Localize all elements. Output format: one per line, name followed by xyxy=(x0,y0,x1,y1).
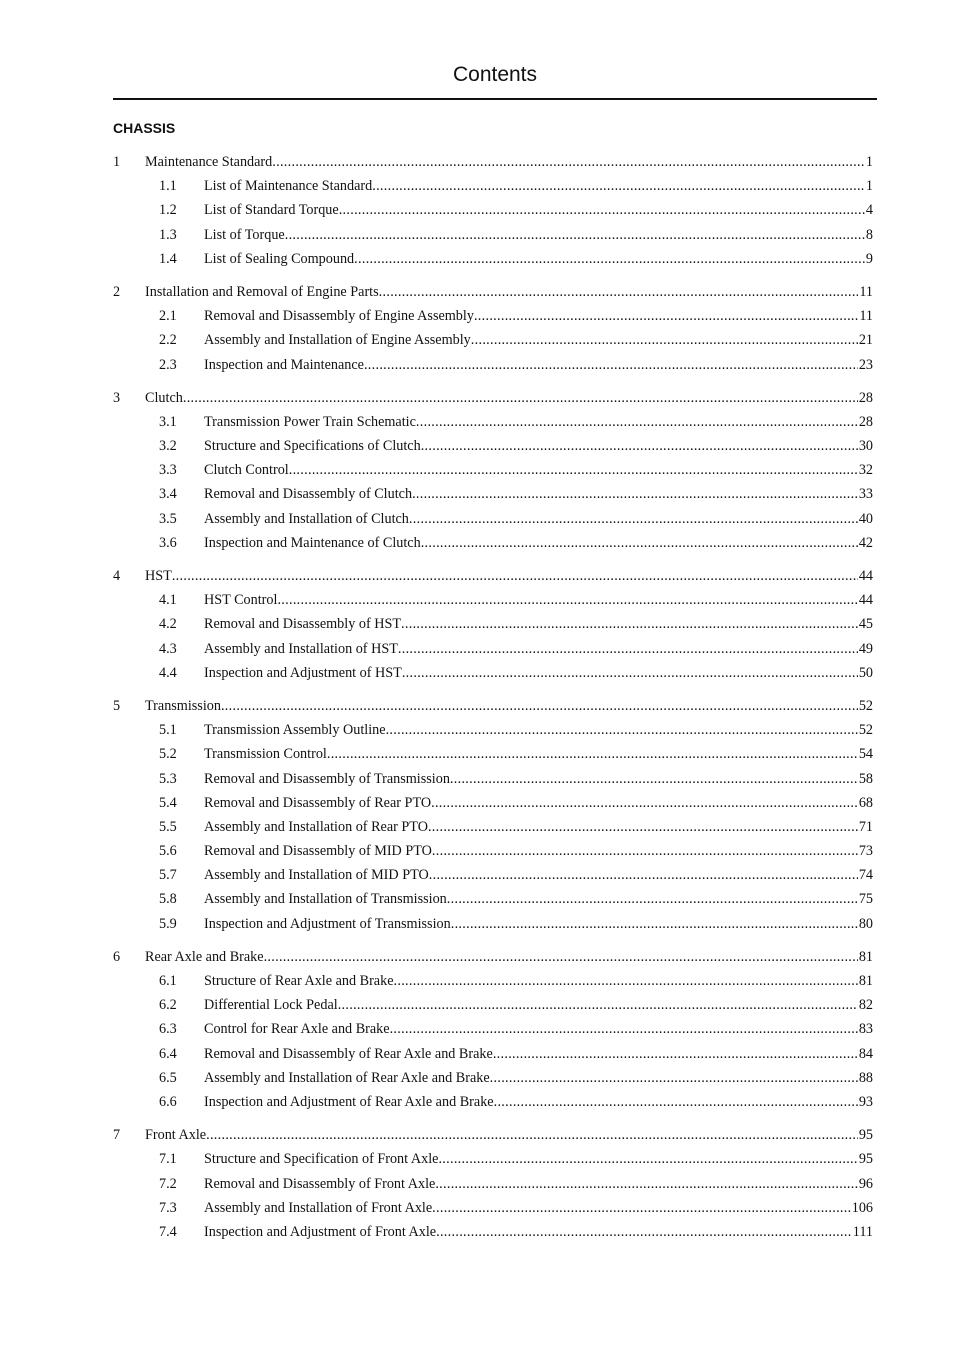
toc-chapter-group xyxy=(113,282,873,379)
dot-leader xyxy=(338,995,858,1015)
toc-entry-number: 1 xyxy=(113,154,121,170)
toc-page-number: 1 xyxy=(865,154,873,170)
dot-leader xyxy=(450,769,858,789)
dot-leader xyxy=(438,1149,857,1169)
toc-entry-title: Transmission xyxy=(145,697,221,714)
toc-entry-number: 5.6 xyxy=(159,843,177,860)
toc-subsection-entry[interactable] xyxy=(113,995,873,1019)
toc-chapter-entry[interactable] xyxy=(113,1125,873,1149)
toc-subsection-entry[interactable] xyxy=(113,249,873,273)
page-title: Contents xyxy=(452,63,538,86)
toc-subsection-entry[interactable] xyxy=(113,793,873,817)
toc-entry-title: Removal and Disassembly of Front Axle xyxy=(204,1175,436,1192)
dot-leader xyxy=(390,1019,858,1039)
dot-leader xyxy=(402,663,858,683)
toc-entry-number: 1.3 xyxy=(159,226,177,243)
dot-leader xyxy=(394,971,858,991)
toc-subsection-entry[interactable] xyxy=(113,1174,873,1198)
toc-subsection-entry[interactable] xyxy=(113,1198,873,1222)
toc-entry-title: Installation and Removal of Engine Parts xyxy=(145,283,379,300)
toc-chapter-group xyxy=(113,388,873,557)
toc-chapter-entry[interactable] xyxy=(113,566,873,590)
dot-leader xyxy=(379,282,859,302)
toc-entry-number: 3.3 xyxy=(159,462,177,479)
toc-subsection-entry[interactable] xyxy=(113,330,873,354)
toc-page-number: 71 xyxy=(858,818,873,835)
title-rule xyxy=(113,98,877,100)
toc-entry-number: 4.2 xyxy=(159,616,177,633)
toc-entry-number: 5.7 xyxy=(159,867,177,884)
toc-entry-number: 5.5 xyxy=(159,818,177,835)
toc-page-number: 74 xyxy=(858,867,873,884)
dot-leader xyxy=(339,200,865,220)
toc-page-number: 96 xyxy=(858,1175,873,1192)
toc-entry-number: 1.1 xyxy=(159,178,177,195)
dot-leader xyxy=(471,330,858,350)
table-of-contents xyxy=(113,152,873,1255)
toc-chapter-group xyxy=(113,1125,873,1246)
toc-chapter-entry[interactable] xyxy=(113,152,873,176)
toc-chapter-group xyxy=(113,947,873,1116)
toc-entry-title: Transmission Control xyxy=(204,746,327,763)
toc-subsection-entry[interactable] xyxy=(113,509,873,533)
toc-entry-title: Structure and Specifications of Clutch xyxy=(204,438,421,455)
dot-leader xyxy=(206,1125,858,1145)
dot-leader xyxy=(409,509,858,529)
dot-leader xyxy=(372,176,865,196)
toc-entry-title: Control for Rear Axle and Brake xyxy=(204,1021,390,1038)
dot-leader xyxy=(401,614,858,634)
toc-page-number: 33 xyxy=(858,486,873,503)
toc-subsection-entry[interactable] xyxy=(113,200,873,224)
toc-subsection-entry[interactable] xyxy=(113,865,873,889)
toc-entry-number: 4.3 xyxy=(159,640,177,657)
toc-entry-number: 5.9 xyxy=(159,915,177,932)
toc-entry-title: Inspection and Maintenance of Clutch xyxy=(204,534,421,551)
dot-leader xyxy=(183,388,858,408)
toc-page-number: 88 xyxy=(858,1069,873,1086)
dot-leader xyxy=(421,436,858,456)
toc-entry-title: Assembly and Installation of Transmission xyxy=(204,891,447,908)
toc-entry-title: Removal and Disassembly of Engine Assembly xyxy=(204,308,474,325)
toc-subsection-entry[interactable] xyxy=(113,817,873,841)
toc-page-number: 84 xyxy=(858,1045,873,1062)
dot-leader xyxy=(221,696,858,716)
toc-page-number: 1 xyxy=(865,178,873,195)
dot-leader xyxy=(416,412,858,432)
toc-entry-number: 6.6 xyxy=(159,1093,177,1110)
dot-leader xyxy=(494,1092,858,1112)
dot-leader xyxy=(264,947,858,967)
toc-subsection-entry[interactable] xyxy=(113,1149,873,1173)
dot-leader xyxy=(490,1068,858,1088)
dot-leader xyxy=(432,1198,851,1218)
toc-entry-number: 7 xyxy=(113,1127,121,1144)
toc-entry-title: HST xyxy=(145,568,172,584)
dot-leader xyxy=(289,460,858,480)
dot-leader xyxy=(285,225,865,245)
toc-entry-title: Inspection and Adjustment of HST xyxy=(204,664,402,681)
toc-subsection-entry[interactable] xyxy=(113,720,873,744)
toc-page-number: 21 xyxy=(858,332,873,349)
toc-entry-number: 5 xyxy=(113,697,121,714)
toc-entry-title: Assembly and Installation of MID PTO xyxy=(204,867,429,884)
toc-page-number: 23 xyxy=(858,356,873,373)
dot-leader xyxy=(386,720,858,740)
toc-entry-number: 3.6 xyxy=(159,534,177,551)
toc-subsection-entry[interactable] xyxy=(113,889,873,913)
dot-leader xyxy=(435,1174,858,1194)
toc-entry-title: Removal and Disassembly of Rear PTO xyxy=(204,794,432,811)
toc-page-number: 9 xyxy=(865,250,873,267)
toc-page-number: 95 xyxy=(858,1151,873,1168)
toc-entry-title: Removal and Disassembly of Rear Axle and Brake xyxy=(204,1045,493,1062)
toc-entry-title: Transmission Assembly Outline xyxy=(204,722,386,739)
toc-subsection-entry[interactable] xyxy=(113,614,873,638)
toc-page-number: 80 xyxy=(858,915,873,932)
toc-subsection-entry[interactable] xyxy=(113,355,873,379)
toc-entry-number: 2 xyxy=(113,283,121,300)
toc-entry-title: Inspection and Adjustment of Rear Axle and Brake xyxy=(204,1093,494,1110)
dot-leader xyxy=(451,914,858,934)
toc-page-number: 32 xyxy=(858,462,873,479)
toc-page-number: 4 xyxy=(865,202,873,219)
toc-entry-title: Assembly and Installation of Engine Assembly xyxy=(204,332,471,349)
toc-subsection-entry[interactable] xyxy=(113,225,873,249)
toc-subsection-entry[interactable] xyxy=(113,533,873,557)
toc-page-number: 81 xyxy=(858,973,873,989)
toc-page-number: 81 xyxy=(858,948,873,965)
toc-subsection-entry[interactable] xyxy=(113,1092,873,1116)
dot-leader xyxy=(327,744,858,764)
toc-page-number: 58 xyxy=(858,770,873,787)
toc-entry-title: Structure of Rear Axle and Brake xyxy=(204,973,394,989)
toc-chapter-entry[interactable] xyxy=(113,696,873,720)
toc-chapter-group xyxy=(113,152,873,273)
toc-entry-title: Removal and Disassembly of Clutch xyxy=(204,486,413,503)
toc-entry-title: Maintenance Standard xyxy=(145,154,273,170)
toc-entry-title: Removal and Disassembly of MID PTO xyxy=(204,843,432,860)
toc-entry-title: Removal and Disassembly of HST xyxy=(204,616,402,633)
toc-entry-number: 7.4 xyxy=(159,1223,177,1240)
toc-entry-number: 6.2 xyxy=(159,997,177,1014)
toc-entry-number: 3.4 xyxy=(159,486,177,503)
dot-leader xyxy=(429,865,858,885)
toc-entry-title: Assembly and Installation of Rear PTO xyxy=(204,818,428,835)
toc-page-number: 44 xyxy=(858,592,873,609)
toc-chapter-group xyxy=(113,696,873,938)
toc-entry-number: 4 xyxy=(113,568,121,584)
toc-page-number: 40 xyxy=(858,510,873,527)
toc-entry-number: 3.5 xyxy=(159,510,177,527)
toc-entry-title: Inspection and Adjustment of Transmission xyxy=(204,915,451,932)
toc-page-number: 42 xyxy=(858,534,873,551)
toc-entry-number: 7.2 xyxy=(159,1175,177,1192)
toc-entry-title: Clutch xyxy=(145,389,183,406)
toc-page-number: 28 xyxy=(858,413,873,430)
toc-page-number: 44 xyxy=(858,568,873,584)
dot-leader xyxy=(447,889,858,909)
toc-entry-title: Inspection and Maintenance xyxy=(204,356,364,373)
toc-entry-title: Differential Lock Pedal xyxy=(204,997,338,1014)
dot-leader xyxy=(428,817,858,837)
toc-entry-number: 1.4 xyxy=(159,250,177,267)
toc-subsection-entry[interactable] xyxy=(113,971,873,995)
toc-subsection-entry[interactable] xyxy=(113,590,873,614)
toc-entry-title: Rear Axle and Brake xyxy=(145,948,264,965)
toc-page-number: 49 xyxy=(858,640,873,657)
dot-leader xyxy=(474,306,858,326)
toc-entry-number: 2.3 xyxy=(159,356,177,373)
toc-chapter-entry[interactable] xyxy=(113,282,873,306)
toc-entry-number: 6.4 xyxy=(159,1045,177,1062)
toc-entry-number: 6.5 xyxy=(159,1069,177,1086)
toc-page-number: 8 xyxy=(865,226,873,243)
toc-page-number: 45 xyxy=(858,616,873,633)
toc-subsection-entry[interactable] xyxy=(113,639,873,663)
toc-entry-title: List of Maintenance Standard xyxy=(204,178,373,195)
toc-page-number: 75 xyxy=(858,891,873,908)
toc-entry-number: 7.1 xyxy=(159,1151,177,1168)
toc-entry-title: HST Control xyxy=(204,592,278,609)
toc-page-number: 68 xyxy=(858,794,873,811)
toc-page-number: 11 xyxy=(859,283,873,300)
toc-subsection-entry[interactable] xyxy=(113,1068,873,1092)
dot-leader xyxy=(493,1044,858,1064)
dot-leader xyxy=(421,533,858,553)
toc-entry-number: 5.1 xyxy=(159,722,177,739)
toc-entry-title: Assembly and Installation of Clutch xyxy=(204,510,409,527)
toc-subsection-entry[interactable] xyxy=(113,412,873,436)
toc-entry-number: 5.8 xyxy=(159,891,177,908)
toc-entry-title: Transmission Power Train Schematic xyxy=(204,413,416,430)
toc-entry-title: Removal and Disassembly of Transmission xyxy=(204,770,450,787)
toc-page-number: 106 xyxy=(851,1199,873,1216)
toc-entry-title: List of Sealing Compound xyxy=(204,250,355,267)
toc-entry-number: 2.2 xyxy=(159,332,177,349)
toc-entry-number: 6.3 xyxy=(159,1021,177,1038)
dot-leader xyxy=(398,639,858,659)
toc-subsection-entry[interactable] xyxy=(113,306,873,330)
dot-leader xyxy=(431,793,858,813)
toc-page-number: 52 xyxy=(858,722,873,739)
toc-entry-title: Clutch Control xyxy=(204,462,289,479)
dot-leader xyxy=(172,566,858,586)
toc-page-number: 93 xyxy=(858,1093,873,1110)
toc-subsection-entry[interactable] xyxy=(113,744,873,768)
toc-page-number: 28 xyxy=(858,389,873,406)
toc-subsection-entry[interactable] xyxy=(113,436,873,460)
toc-entry-number: 5.4 xyxy=(159,794,177,811)
dot-leader xyxy=(364,355,858,375)
toc-subsection-entry[interactable] xyxy=(113,1019,873,1043)
toc-subsection-entry[interactable] xyxy=(113,1222,873,1246)
toc-page-number: 73 xyxy=(858,843,873,860)
toc-entry-title: Assembly and Installation of HST xyxy=(204,640,398,657)
toc-entry-title: Inspection and Adjustment of Front Axle xyxy=(204,1223,437,1240)
toc-entry-title: List of Standard Torque xyxy=(204,202,339,219)
toc-entry-number: 5.3 xyxy=(159,770,177,787)
toc-subsection-entry[interactable] xyxy=(113,460,873,484)
toc-entry-number: 5.2 xyxy=(159,746,177,763)
dot-leader xyxy=(354,249,865,269)
toc-page-number: 30 xyxy=(858,438,873,455)
toc-entry-title: Front Axle xyxy=(145,1127,207,1144)
toc-entry-title: Assembly and Installation of Rear Axle and Brake xyxy=(204,1069,490,1086)
toc-subsection-entry[interactable] xyxy=(113,484,873,508)
toc-entry-number: 1.2 xyxy=(159,202,177,219)
toc-page-number: 83 xyxy=(858,1021,873,1038)
toc-chapter-entry[interactable] xyxy=(113,388,873,412)
dot-leader xyxy=(277,590,857,610)
toc-entry-number: 3.1 xyxy=(159,413,177,430)
toc-entry-title: Assembly and Installation of Front Axle xyxy=(204,1199,433,1216)
toc-entry-title: Structure and Specification of Front Axle xyxy=(204,1151,439,1168)
toc-entry-number: 7.3 xyxy=(159,1199,177,1216)
toc-chapter-entry[interactable] xyxy=(113,947,873,971)
toc-chapter-group xyxy=(113,566,873,687)
toc-page-number: 95 xyxy=(858,1127,873,1144)
section-label: CHASSIS xyxy=(113,120,176,136)
dot-leader xyxy=(412,484,858,504)
dot-leader xyxy=(436,1222,852,1242)
toc-page-number: 82 xyxy=(858,997,873,1014)
toc-page-number: 111 xyxy=(852,1223,873,1240)
toc-subsection-entry[interactable] xyxy=(113,176,873,200)
toc-entry-number: 3 xyxy=(113,389,121,406)
toc-subsection-entry[interactable] xyxy=(113,1044,873,1068)
toc-entry-number: 4.4 xyxy=(159,664,177,681)
toc-subsection-entry[interactable] xyxy=(113,841,873,865)
toc-entry-number: 4.1 xyxy=(159,592,177,609)
toc-subsection-entry[interactable] xyxy=(113,914,873,938)
toc-subsection-entry[interactable] xyxy=(113,769,873,793)
toc-page-number: 50 xyxy=(858,664,873,681)
toc-page-number: 54 xyxy=(858,746,873,763)
toc-entry-number: 6.1 xyxy=(159,973,177,989)
toc-page-number: 11 xyxy=(859,308,873,325)
toc-entry-number: 2.1 xyxy=(159,308,177,325)
toc-subsection-entry[interactable] xyxy=(113,663,873,687)
toc-entry-title: List of Torque xyxy=(204,226,285,243)
toc-page-number: 52 xyxy=(858,697,873,714)
toc-entry-number: 3.2 xyxy=(159,438,177,455)
dot-leader xyxy=(272,152,865,172)
toc-entry-number: 6 xyxy=(113,948,121,965)
dot-leader xyxy=(432,841,858,861)
